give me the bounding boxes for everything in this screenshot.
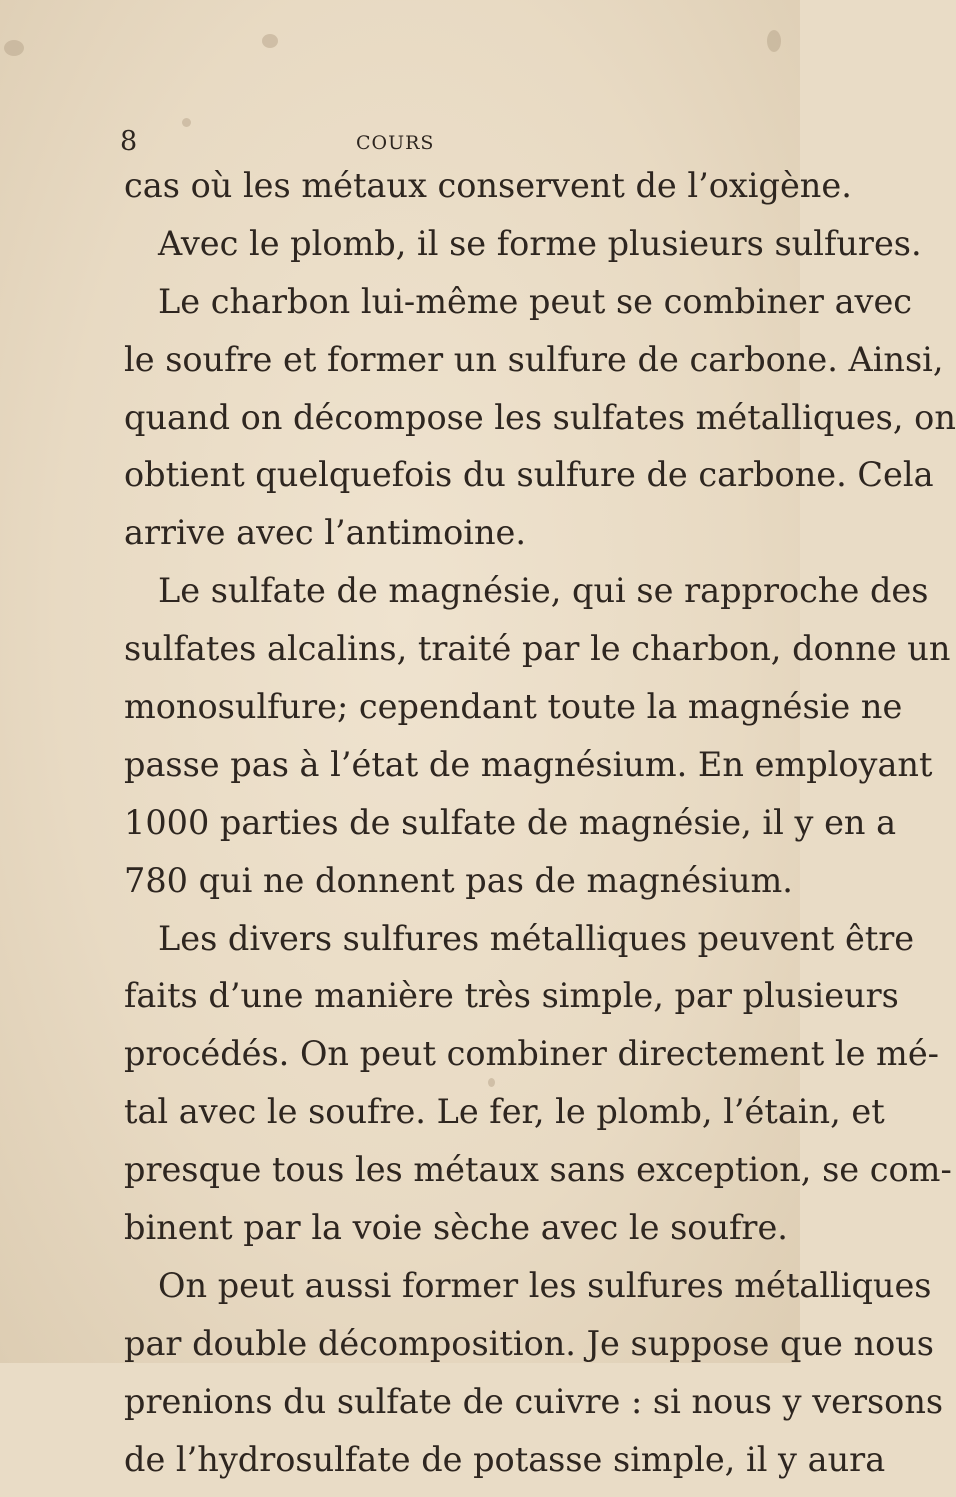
text-line: prenions du sulfate de cuivre : si nous y versons (124, 1381, 944, 1421)
text-line: 1000 parties de sulfate de magnésie, il y en a (124, 802, 897, 842)
paper-stain (767, 30, 781, 52)
text-line: Avec le plomb, il se forme plusieurs sulfures. (158, 223, 922, 263)
text-line: procédés. On peut combiner directement le mé- (124, 1034, 939, 1074)
paper-stain (4, 40, 24, 56)
text-line: passe pas à l’état de magnésium. En employant (124, 744, 933, 784)
text-line: le soufre et former un sulfure de carbone. Ainsi, (124, 339, 944, 379)
text-line: Le sulfate de magnésie, qui se rapproche des (158, 571, 929, 611)
page-header (100, 126, 700, 166)
body-text (124, 166, 956, 1497)
page-number: 8 (120, 126, 138, 157)
text-line: Le charbon lui-même peut se combiner avec (158, 281, 913, 321)
text-line: monosulfure; cependant toute la magnésie ne (124, 687, 903, 727)
text-line: presque tous les métaux sans exception, se com- (124, 1150, 952, 1190)
text-line: binent par la voie sèche avec le soufre. (124, 1208, 788, 1248)
text-line: Les divers sulfures métalliques peuvent être (158, 918, 915, 958)
text-line: 780 qui ne donnent pas de magnésium. (124, 860, 793, 900)
text-line: cas où les métaux conservent de l’oxigène. (124, 166, 852, 205)
running-title: COURS (356, 132, 435, 154)
paper-stain (262, 34, 278, 48)
text-line: arrive avec l’antimoine. (124, 513, 527, 553)
text-line: faits d’une manière très simple, par plusieurs (124, 976, 899, 1016)
text-line: sulfates alcalins, traité par le charbon, donne un (124, 629, 951, 669)
text-line: tal avec le soufre. Le fer, le plomb, l’étain, et (124, 1092, 885, 1132)
text-line: quand on décompose les sulfates métalliques, on (124, 397, 956, 437)
text-line: par double décomposition. Je suppose que nous (124, 1323, 935, 1363)
text-line: obtient quelquefois du sulfure de carbone. Cela (124, 455, 934, 495)
text-line: de l’hydrosulfate de potasse simple, il y aura (124, 1439, 886, 1479)
text-line: On peut aussi former les sulfures métalliques (158, 1265, 932, 1305)
